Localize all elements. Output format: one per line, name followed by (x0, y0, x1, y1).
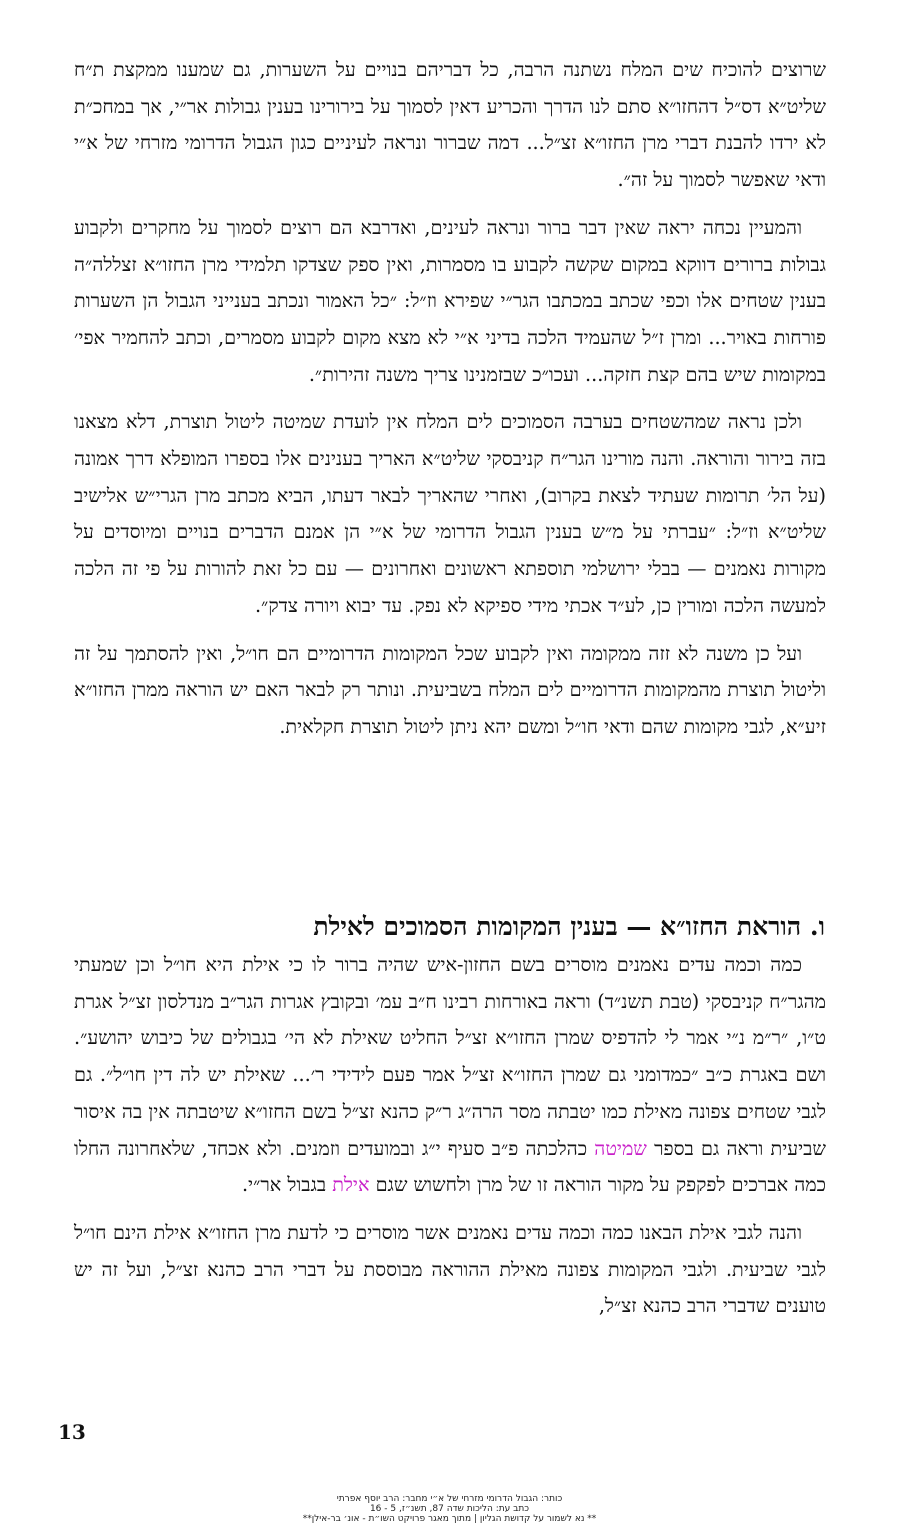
text-run: בגבול אר״י. (241, 1173, 333, 1197)
footer-citation (0, 1494, 899, 1524)
section-body (74, 947, 826, 1325)
footer-line: ** נא לשמור על קדושת הגליון | מתוך מאגר פרויקט השו״ת - אונ׳ בר-אילן** (302, 1514, 597, 1524)
paragraph-gap (74, 199, 826, 210)
paragraph (74, 947, 826, 1204)
footer-line: כתב עת: הליכות שדה 87, תשנ״ז, 5 - 16 (369, 1504, 530, 1514)
highlighted-word: שמיטה (594, 1136, 647, 1160)
section-heading: ו. הוראת החזו״א — בענין המקומות הסמוכים לאילת (313, 912, 825, 941)
text-run: כהלכתה פ״ב סעיף י״ג ובמועדים וזמנים. ולא אכחד, שלאחרונה החלו כמה אברכים לפקפק על מקור הוראה זו של מרן ולחשוש שגם (74, 1136, 826, 1197)
paragraph: והנה לגבי אילת הבאנו כמה וכמה עדים נאמנים אשר מוסרים כי לדעת מרן החזו״א אילת הינם חו״ל לגבי שביעית. ולגבי המקומות צפונה מאילת ההוראה מבוססת על דברי הרב כהנא זצ״ל, ועל זה יש טוענים שדברי הרב כהנא זצ״ל, (74, 1220, 826, 1318)
paragraph-gap (74, 625, 826, 636)
paragraph: ולכן נראה שמהשטחים בערבה הסמוכים לים המלח אין לועדת שמיטה ליטול תוצרת, דלא מצאנו בזה בירור והוראה. והנה מורינו הגר״ח קניבסקי שליט״א האריך בענינים אלו בספרו המופלא דרך אמונה (על הל׳ תרומות שעתיד לצאת בקרוב), ואחרי שהאריך לבאר דעתו, הביא מכתב מרן הגרי״ש אלישיב שליט״א וז״ל: ״עברתי על מ״ש בענין הגבול הדרומי של א״י הן אמנם הדברים בנויים ומיוסדים על מקורות נאמנים — בבלי ירושלמי תוספתא ראשונים ואחרונים — עם כל זאת להורות על פי זה הלכה למעשה הלכה ומורין כן, לע״ד אכתי מידי ספיקא לא נפק. עד יבוא ויורה צדק״. (74, 410, 826, 617)
paragraph: והמעיין נכחה יראה שאין דבר ברור ונראה לעינים, ואדרבא הם רוצים לסמוך על מחקרים ולקבוע גבולות ברורים דווקא במקום שקשה לקבוע בו מסמרות, ואין ספק שצדקו תלמידי מרן החזו״א זצללה״ה בענין שטחים אלו וכפי שכתב במכתבו הגר״י שפירא וז״ל: ״כל האמור ונכתב בענייני הגבול הן השערות פורחות באויר... ומרן ז״ל שהעמיד הלכה בדיני א״י לא מצא מקום לקבוע מסמרים, וכתב להחמיר אפי׳ במקומות שיש בהם קצת חזקה... ועכו״כ שבזמנינו צריך משנה זהירות״. (74, 215, 826, 386)
highlighted-word: אילת (332, 1173, 370, 1197)
paragraph-gap (74, 1204, 826, 1215)
body-text (74, 52, 826, 746)
paragraph: ועל כן משנה לא זזה ממקומה ואין לקבוע שכל המקומות הדרומיים הם חו״ל, ואין להסתמך על זה וליטול תוצרת מהמקומות הדרומיים לים המלח בשביעית. ונותר רק לבאר האם יש הוראה ממרן החזו״א זיע״א, לגבי מקומות שהם ודאי חו״ל ומשם יהא ניתן ליטול תוצרת חקלאית. (74, 641, 826, 738)
paragraph-gap (74, 393, 826, 404)
text-run: כמה וכמה עדים נאמנים מוסרים בשם החזון-איש שהיה ברור לו כי אילת היא חו״ל וכן שמעתי מהגר״ח קניבסקי (טבת תשנ״ד) וראה באורחות רבינו ח״ב עמ׳ ובקובץ אגרות הגר״ב מנדלסון זצ״ל אגרת ט״ו, ״ר״מ נ״י אמר לי להדפיס שמרן החזו״א זצ״ל החליט שאילת לא הי׳ בגבולים של כיבוש יהושע״. ושם באגרת כ״ב ״כמדומני גם שמרן החזו״א זצ״ל אמר פעם לידידי ר׳... שאילת יש לה דין חו״ל״. גם לגבי שטחים צפונה מאילת כמו יטבתה מסר הרה״ג ר״ק כהנא זצ״ל בשם החזו״א שיטבתה אין בה איסור שביעית וראה גם בספר (74, 953, 826, 1160)
footer-line: כותר: הגבול הדרומי מזרחי של א״י מחבר: הרב יוסף אפרתי (336, 1494, 563, 1504)
page-number: 13 (58, 1420, 86, 1444)
paragraph: שרוצים להוכיח שים המלח נשתנה הרבה, כל דבריהם בנויים על השערות, גם שמענו ממקצת ת״ח שליט״א דס״ל דהחזו״א סתם לנו הדרך והכריע דאין לסמוך על בירורינו בענין גבולות אר״י, אך במחכ״ת לא ירדו להבנת דברי מרן החזו״א זצ״ל... דמה שברור ונראה לעיניים כגון הגבול הדרומי מזרחי של א״י ודאי שאפשר לסמוך על זה״. (74, 58, 826, 192)
